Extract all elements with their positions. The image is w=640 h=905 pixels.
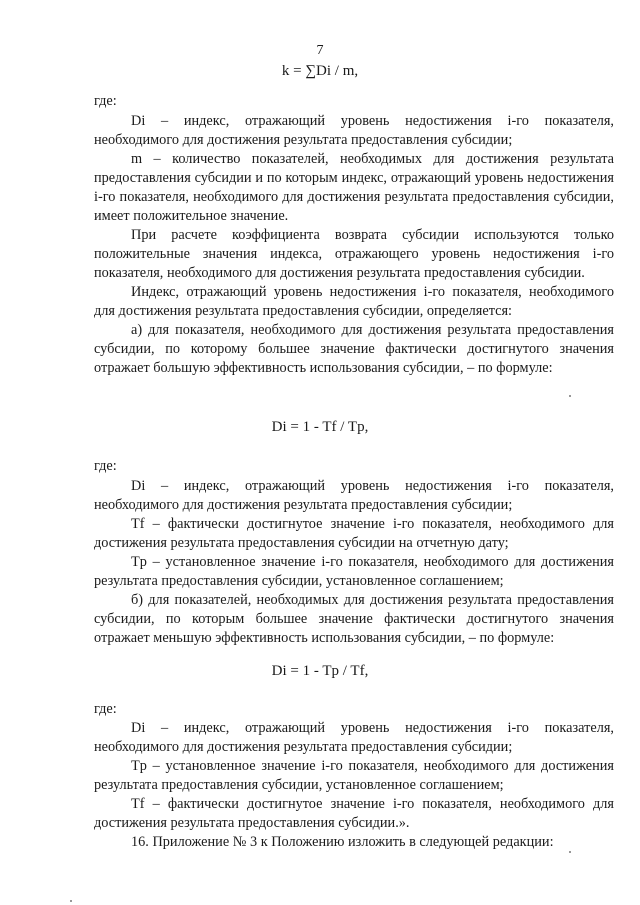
paragraph: Di – индекс, отражающий уровень недостижения i-го показателя, необходимого для достижения результата предоставления субсидии; bbox=[94, 478, 614, 513]
formula-b: Di = 1 - Tp / Tf, bbox=[271, 663, 369, 679]
paragraph: б) для показателей, необходимых для достижения результата предоставления субсидии, по которым большее значение фактически достигнутого значения отражает меньшую эффективность использования субсидии, – по формуле: bbox=[94, 592, 614, 646]
formula-a: Di = 1 - Tf / Tp, bbox=[271, 419, 369, 435]
paragraph: 16. Приложение № 3 к Положению изложить в следующей редакции: bbox=[131, 834, 554, 850]
definitions-block-1 bbox=[94, 112, 614, 378]
scan-speck bbox=[569, 395, 571, 397]
paragraph: Tf – фактически достигнутое значение i-го показателя, необходимого для достижения результата предоставления субсидии на отчетную дату; bbox=[94, 516, 614, 551]
paragraph: Di – индекс, отражающий уровень недостижения i-го показателя, необходимого для достижения результата предоставления субсидии; bbox=[94, 720, 614, 755]
paragraph: m – количество показателей, необходимых для достижения результата предоставления субсидии и по которым индекс, отражающий уровень недостижения i-го показателя, необходимого для достижения результата предоставления субсидии, имеет положительное значение. bbox=[94, 151, 614, 224]
formula-k: k = ∑Di / m, bbox=[281, 63, 359, 79]
paragraph: а) для показателя, необходимого для достижения результата предоставления субсидии, по которому большее значение фактически достигнутого значения отражает большую эффективность использования субсидии, – по формуле: bbox=[94, 322, 614, 376]
where-label-2: где: bbox=[94, 458, 117, 474]
where-label-3: где: bbox=[94, 701, 117, 717]
paragraph: Tf – фактически достигнутое значение i-го показателя, необходимого для достижения результата предоставления субсидии.». bbox=[94, 796, 614, 831]
page-number: 7 bbox=[316, 43, 324, 58]
paragraph: Tp – установленное значение i-го показателя, необходимого для достижения результата предоставления субсидии, установленное соглашением; bbox=[94, 758, 614, 793]
paragraph: При расчете коэффициента возврата субсидии используются только положительные значения индекса, отражающего уровень недостижения i-го показателя, необходимого для достижения результата предоставления субсидии. bbox=[94, 227, 614, 281]
paragraph: Tp – установленное значение i-го показателя, необходимого для достижения результата предоставления субсидии, установленное соглашением; bbox=[94, 554, 614, 589]
scan-speck bbox=[70, 900, 72, 902]
where-label-1: где: bbox=[94, 93, 117, 109]
scan-speck bbox=[569, 851, 571, 853]
definitions-block-3 bbox=[94, 719, 614, 852]
paragraph: Индекс, отражающий уровень недостижения i-го показателя, необходимого для достижения результата предоставления субсидии, определяется: bbox=[94, 284, 614, 319]
paragraph: Di – индекс, отражающий уровень недостижения i-го показателя, необходимого для достижения результата предоставления субсидии; bbox=[94, 113, 614, 148]
definitions-block-2 bbox=[94, 477, 614, 648]
